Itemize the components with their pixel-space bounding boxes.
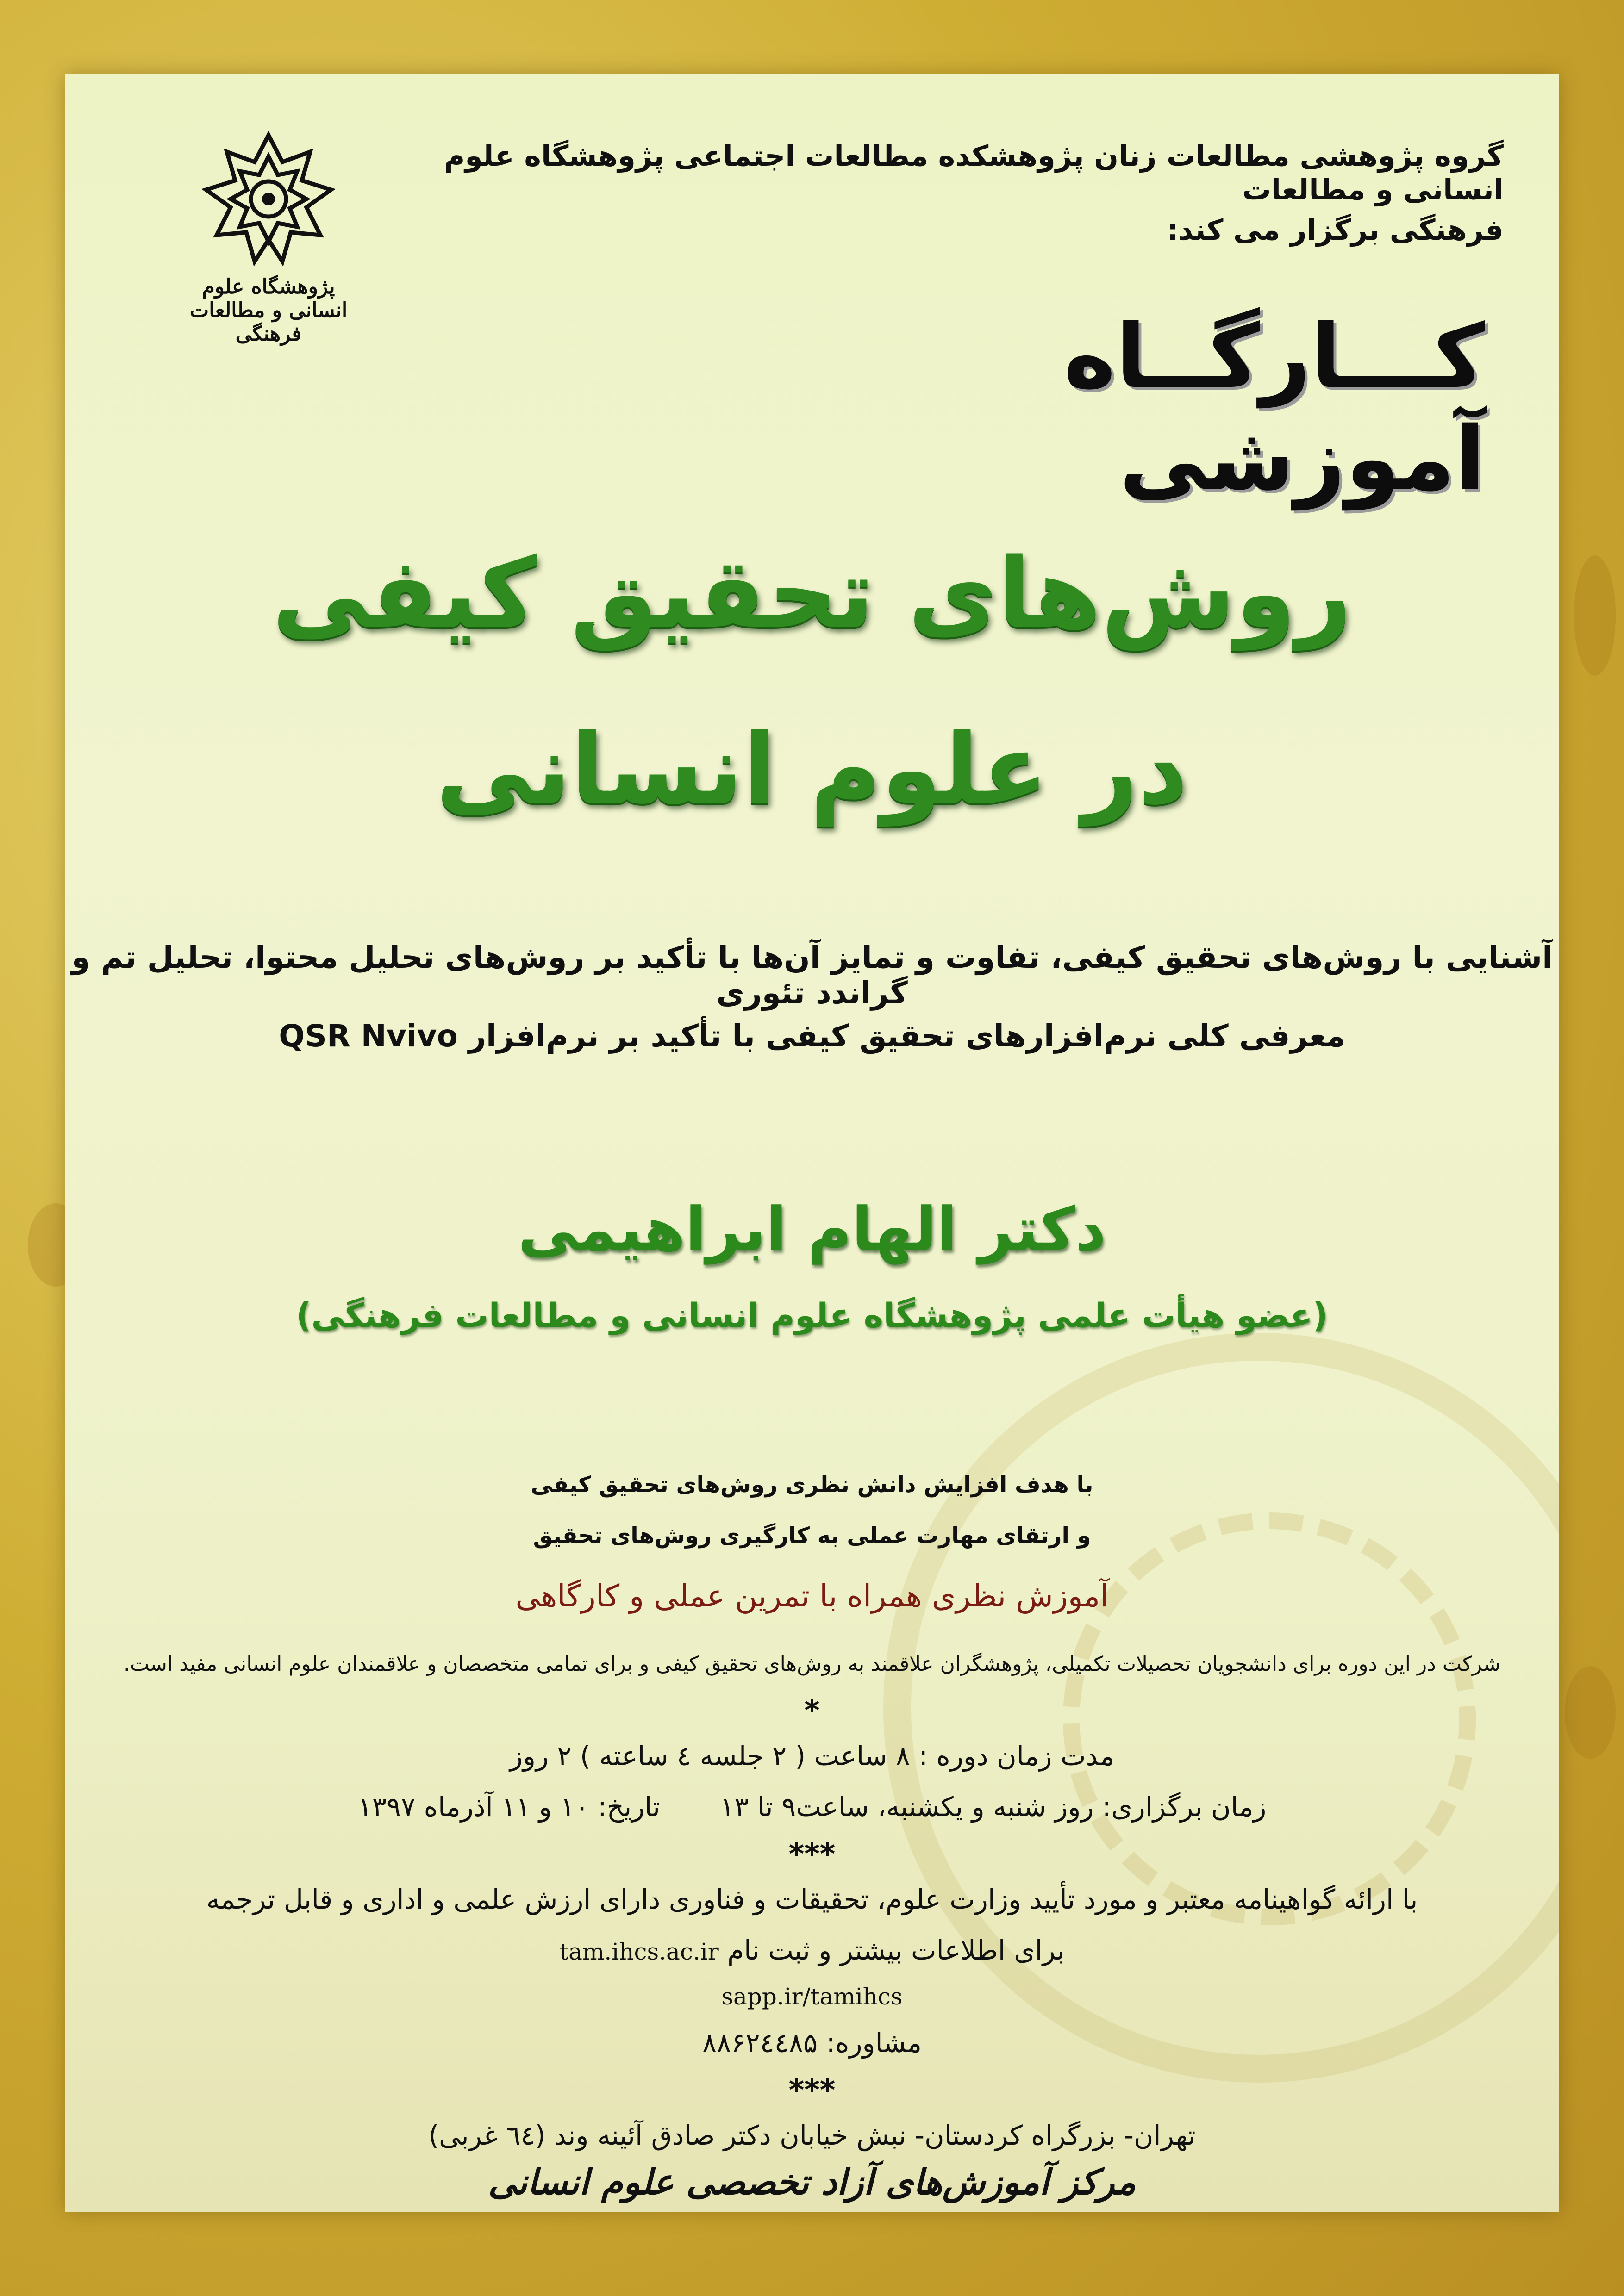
decor-stain [1574, 555, 1616, 676]
consultation [65, 2027, 1559, 2059]
organizer-line-1: گروه پژوهشی مطالعات زنان پژوهشکده مطالعات اجتماعی پژوهشگاه علوم انسانی و مطالعات [443, 139, 1504, 206]
consult-label: مشاوره: [826, 2027, 922, 2059]
website-link[interactable]: tam.ihcs.ac.ir [559, 1938, 719, 1965]
participation-note: شرکت در این دوره برای دانشجویان تحصیلات تکمیلی، پژوهشگران علاقمند به روش‌های تحقیق کیفی و برای تمامی متخصصان و علاقمندان علوم انسانی مفید است. [123, 1652, 1501, 1676]
training-note: آموزش نظری همراه با تمرین عملی و کارگاهی [515, 1578, 1109, 1614]
center-name: مرکز آموزش‌های آزاد تخصصی علوم انسانی [488, 2161, 1136, 2203]
separator-stars-2: *** [788, 2073, 836, 2108]
description-line-2: معرفی کلی نرم‌افزارهای تحقیق کیفی با تأکید بر نرم‌افزار QSR Nvivo [279, 1018, 1345, 1054]
course-schedule: زمان برگزاری: روز شنبه و یکشنبه، ساعت۹ تا ۱۳ تاریخ: ۱۰ و ۱۱ آذرماه ۱۳۹۷ [357, 1791, 1267, 1823]
more-info-label: برای اطلاعات بیشتر و ثبت نام [727, 1935, 1065, 1966]
consult-phone: ۸۸۶۲٤٤۸۵ [702, 2027, 818, 2059]
logo-caption: پژوهشگاه علوم انسانی و مطالعات فرهنگی [189, 275, 348, 346]
instructor-name: دکتر الهام ابراهیمی [518, 1194, 1106, 1264]
poster-panel [65, 74, 1559, 2212]
star-emblem-icon [199, 130, 338, 268]
separator-star: * [804, 1694, 820, 1728]
goal-line-1: با هدف افزایش دانش نظری روش‌های تحقیق کیفی [531, 1472, 1093, 1498]
short-link[interactable]: sapp.ir/tamihcs [721, 1983, 903, 2010]
instructor-affiliation: (عضو هیأت علمی پژوهشگاه علوم انسانی و مطالعات فرهنگی) [296, 1296, 1328, 1335]
address: تهران- بزرگراه کردستان- نبش خیابان دکتر صادق آئینه وند (٦٤ غربی) [428, 2120, 1196, 2151]
decor-stain [1565, 1666, 1616, 1759]
title-line-2: در علوم انسانی [436, 713, 1188, 826]
separator-stars: *** [788, 1837, 836, 1872]
institute-logo [171, 130, 366, 346]
organizer-line-2: فرهنگی برگزار می کند: [1167, 213, 1504, 247]
title-line-1: روش‌های تحقیق کیفی [272, 537, 1352, 650]
certificate-note: با ارائه گواهینامه معتبر و مورد تأیید وزارت علوم، تحقیقات و فناوری دارای ارزش علمی و اداری و قابل ترجمه [206, 1884, 1418, 1915]
registration-info [65, 1935, 1559, 1966]
goal-line-2: و ارتقای مهارت عملی به کارگیری روش‌های تحقیق [533, 1523, 1091, 1549]
description-line-1: آشنایی با روش‌های تحقیق کیفی، تفاوت و تمایز آن‌ها با تأکید بر روش‌های تحلیل محتوا، تحلیل تم و گراندد تئوری [71, 940, 1553, 1011]
course-duration: مدت زمان دوره : ۸ ساعت ( ۲ جلسه ٤ ساعته ) ۲ روز [509, 1740, 1115, 1772]
workshop-label: کـــارگــاه آموزشی [1064, 305, 1485, 510]
